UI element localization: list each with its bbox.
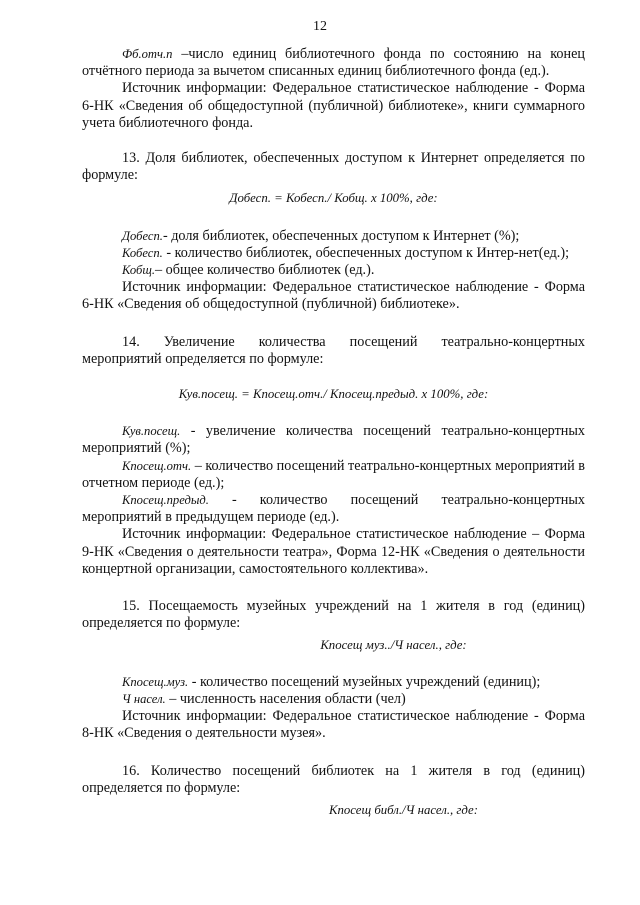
definition-text: –число единиц библиотечного фонда по состоянию на конец отчётного периода за вычетом списанных единиц библиотечного фонда (ед.). <box>82 46 585 80</box>
source-paragraph: Источник информации: Федеральное статистическое наблюдение - Форма 8-НК «Сведения о деятельности музея». <box>82 708 585 742</box>
definition-paragraph <box>82 423 585 457</box>
variable-name: Кпосещ.отч. <box>122 458 192 473</box>
section-16-heading: 16. Количество посещений библиотек на 1 жителя в год (единиц) определяется по формуле: <box>82 762 585 796</box>
section-15-heading: 15. Посещаемость музейных учреждений на 1 жителя в год (единиц) определяется по формуле: <box>82 598 585 632</box>
definition-paragraph <box>82 228 585 245</box>
definition-text: – общее количество библиотек (ед.). <box>155 262 375 279</box>
variable-name: Ч насел. <box>122 691 166 706</box>
section-13-heading: 13. Доля библиотек, обеспеченных доступом к Интернет определяется по формуле: <box>82 150 585 184</box>
page-content <box>82 46 585 819</box>
definition-text: - количество посещений музейных учреждений (единиц); <box>188 673 541 690</box>
definition-text: – количество посещений театрально-концертных мероприятий в отчетном периоде (ед.); <box>82 457 585 491</box>
definition-paragraph <box>82 458 585 492</box>
source-paragraph: Источник информации: Федеральное статистическое наблюдение - Форма 6-НК «Сведения об общедоступной (публичной) библиотеке», книги суммарного учета библиотечного фонда. <box>82 80 585 131</box>
variable-name: Кобесп. <box>122 245 163 260</box>
definition-paragraph <box>82 245 585 262</box>
definition-text: - количество посещений театрально-концертных мероприятий в предыдущем периоде (ед.). <box>82 492 585 526</box>
variable-name: Кпосещ.муз. <box>122 674 189 689</box>
definition-text: – численность населения области (чел) <box>165 690 406 707</box>
variable-name: Фб.отч.п <box>122 47 173 61</box>
definition-paragraph <box>82 691 585 708</box>
definition-paragraph <box>82 46 585 80</box>
definition-text: - увеличение количества посещений театрально-концертных мероприятий (%); <box>82 423 585 457</box>
definition-text: - доля библиотек, обеспеченных доступом к Интернет (%); <box>162 227 520 244</box>
section-13-formula: Добесп. = Кобесп./ Кобщ. х 100%, где: <box>229 191 438 206</box>
definition-paragraph <box>82 674 585 691</box>
section-14-heading: 14. Увеличение количества посещений театрально-концертных мероприятий определяется по формуле: <box>82 333 585 367</box>
definition-paragraph <box>82 262 585 279</box>
variable-name: Добесп. <box>122 228 163 243</box>
definition-text: - количество библиотек, обеспеченных доступом к Интер-нет(ед.); <box>162 244 570 261</box>
variable-name: Кпосещ.предыд. <box>122 493 209 508</box>
section-16-formula: Кпосещ библ./Ч насел., где: <box>328 802 478 817</box>
source-paragraph: Источник информации: Федеральное статистическое наблюдение – Форма 9-НК «Сведения о деятельности театра», Форма 12-НК «Сведения о деятельности концертной организации, самостоятельного коллектива». <box>82 526 585 577</box>
variable-name: Кув.посещ. <box>122 424 181 439</box>
page-number: 12 <box>313 19 327 34</box>
section-15-formula: Кпосещ муз../Ч насел., где: <box>320 638 467 653</box>
source-paragraph: Источник информации: Федеральное статистическое наблюдение - Форма 6-НК «Сведения об общедоступной (публичной) библиотеке». <box>82 279 585 313</box>
variable-name: Кобщ. <box>122 263 156 278</box>
section-14-formula: Кув.посещ. = Кпосещ.отч./ Кпосещ.предыд. х 100%, где: <box>178 387 489 402</box>
definition-paragraph <box>82 492 585 526</box>
